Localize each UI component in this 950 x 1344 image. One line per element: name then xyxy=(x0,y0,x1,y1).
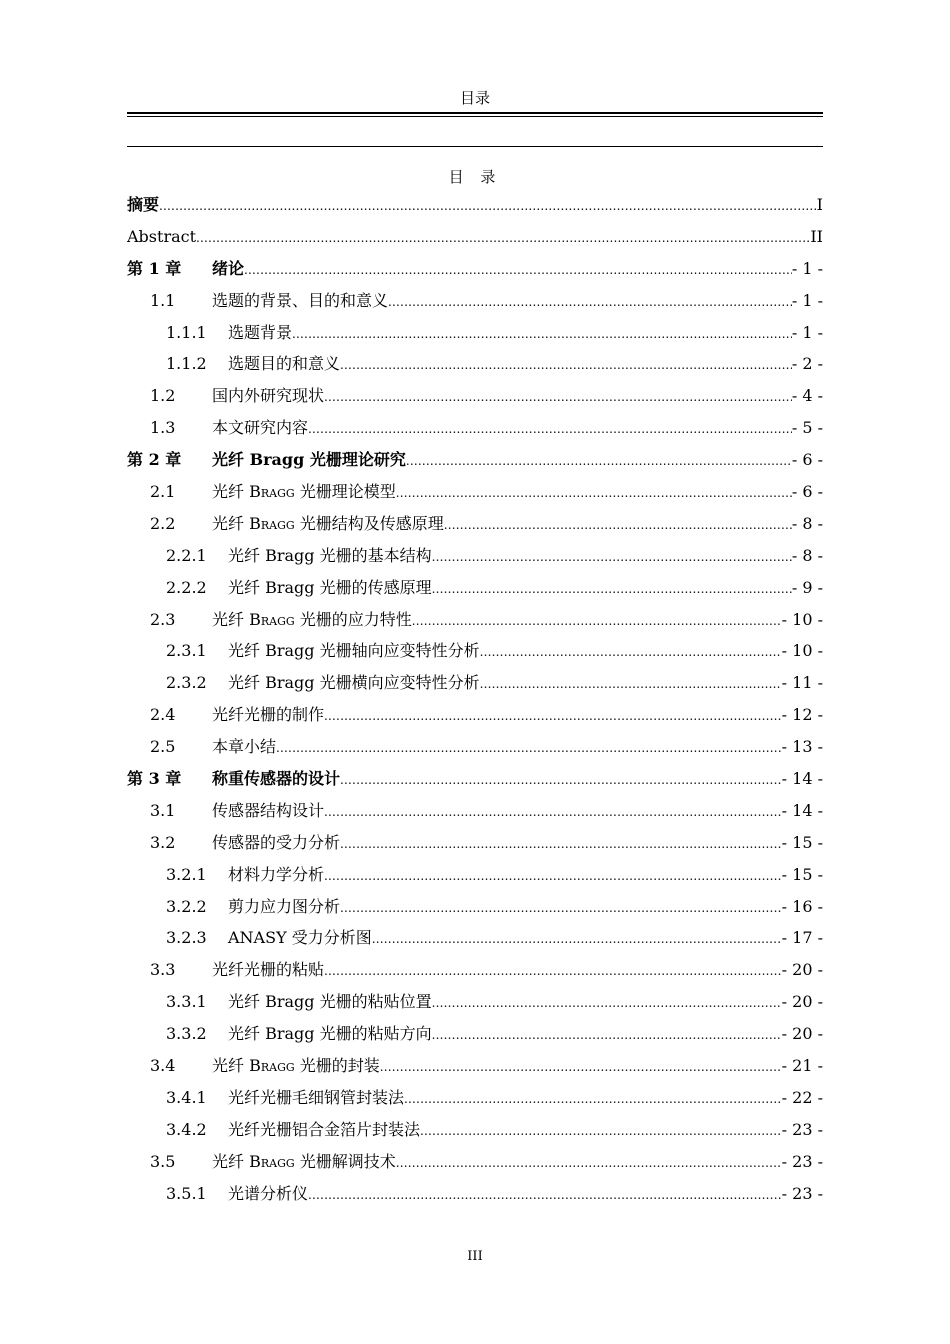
toc-entry-label: Abstract xyxy=(127,226,197,246)
toc-leader xyxy=(196,223,810,253)
toc-entry-label: 光纤光栅的制作 xyxy=(212,705,325,725)
toc-leader xyxy=(159,191,817,221)
toc-entry-label: 光纤光栅铝合金箔片封装法 xyxy=(228,1119,421,1139)
toc-entry-number: 3.2.2 xyxy=(166,896,207,916)
toc-entry-label: 光纤光栅的粘贴 xyxy=(212,960,325,980)
toc-entry[interactable] xyxy=(127,763,823,795)
toc-entry-label: 绪论 xyxy=(212,258,245,278)
toc-entry-number: 3.5 xyxy=(150,1151,176,1171)
toc-leader xyxy=(432,988,782,1018)
toc-leader xyxy=(324,797,782,827)
toc-leader xyxy=(432,1020,782,1050)
toc-entry-number: 1.2 xyxy=(150,386,176,406)
toc-entry-number: 3.4 xyxy=(150,1056,176,1076)
toc-entry[interactable] xyxy=(127,1050,823,1082)
table-of-contents xyxy=(127,189,823,1210)
toc-entry-label: 光纤 Bragg 光栅解调技术 xyxy=(212,1151,396,1171)
toc-entry-label: 光纤 Bragg 光栅的粘贴方向 xyxy=(228,1024,432,1044)
toc-entry-label: 选题目的和意义 xyxy=(228,354,341,374)
toc-entry[interactable] xyxy=(127,635,823,667)
toc-leader xyxy=(292,319,792,349)
toc-leader xyxy=(324,382,792,412)
toc-entry[interactable] xyxy=(127,922,823,954)
toc-entry-page: - 20 - xyxy=(781,1024,823,1044)
toc-title: 目 录 xyxy=(448,168,502,186)
toc-leader xyxy=(432,542,792,572)
toc-leader xyxy=(396,478,792,508)
toc-leader xyxy=(380,1052,782,1082)
toc-entry[interactable] xyxy=(127,1018,823,1050)
toc-entry-page: - 23 - xyxy=(781,1119,823,1139)
toc-entry-page: - 12 - xyxy=(781,705,823,725)
toc-entry[interactable] xyxy=(127,221,823,253)
toc-entry-label: 剪力应力图分析 xyxy=(228,896,341,916)
toc-entry[interactable] xyxy=(127,795,823,827)
toc-entry[interactable] xyxy=(127,954,823,986)
toc-leader xyxy=(244,255,792,285)
toc-entry-page: - 8 - xyxy=(791,545,823,565)
toc-entry[interactable] xyxy=(127,189,823,221)
toc-entry-page: - 1 - xyxy=(791,290,823,310)
toc-entry-number: 3.2.1 xyxy=(166,864,207,884)
toc-entry-page: - 4 - xyxy=(791,386,823,406)
toc-entry-page: - 20 - xyxy=(781,960,823,980)
toc-entry-number: 3.1 xyxy=(150,800,176,820)
toc-entry-number: 第 2 章 xyxy=(127,450,182,470)
toc-entry-label: 光纤 Bragg 光栅轴向应变特性分析 xyxy=(228,641,480,661)
toc-entry-label: 选题背景 xyxy=(228,322,293,342)
toc-leader xyxy=(388,287,792,317)
toc-entry-label: 光纤 Bragg 光栅的应力特性 xyxy=(212,609,412,629)
toc-entry-label: 光纤 Bragg 光栅的粘贴位置 xyxy=(228,992,432,1012)
toc-entry-number: 3.3.2 xyxy=(166,1024,207,1044)
toc-entry-number: 3.2.3 xyxy=(166,928,207,948)
toc-leader xyxy=(480,669,782,699)
toc-entry[interactable] xyxy=(127,1178,823,1210)
toc-entry[interactable] xyxy=(127,699,823,731)
toc-leader xyxy=(324,861,782,891)
toc-entry[interactable] xyxy=(127,1082,823,1114)
toc-entry-page: - 15 - xyxy=(781,864,823,884)
toc-entry-page: - 6 - xyxy=(791,450,823,470)
toc-entry-page: - 2 - xyxy=(791,354,823,374)
toc-entry[interactable] xyxy=(127,317,823,349)
header-rule-thick xyxy=(127,112,823,114)
toc-entry-number: 2.5 xyxy=(150,737,176,757)
toc-entry[interactable] xyxy=(127,508,823,540)
toc-entry-number: 2.2.2 xyxy=(166,577,207,597)
toc-entry-number: 1.3 xyxy=(150,418,176,438)
toc-entry-number: 2.2 xyxy=(150,513,176,533)
toc-entry-number: 第 1 章 xyxy=(127,258,182,278)
toc-leader xyxy=(340,765,782,795)
toc-entry-label: 本章小结 xyxy=(212,737,277,757)
toc-entry-number: 1.1.2 xyxy=(166,354,207,374)
toc-entry[interactable] xyxy=(127,380,823,412)
toc-entry-label: ANASY 受力分析图 xyxy=(228,928,372,948)
toc-entry-page: - 15 - xyxy=(781,832,823,852)
toc-entry[interactable] xyxy=(127,348,823,380)
header-rule-thin xyxy=(127,116,823,117)
toc-leader xyxy=(324,701,782,731)
toc-entry-page: - 11 - xyxy=(781,673,823,693)
header-title: 目录 xyxy=(459,89,490,107)
toc-entry[interactable] xyxy=(127,476,823,508)
toc-entry-label: 光纤 Bragg 光栅理论模型 xyxy=(212,482,396,502)
toc-leader xyxy=(412,606,782,636)
toc-entry-page: II xyxy=(810,226,823,246)
toc-leader xyxy=(340,350,792,380)
toc-entry-page: - 22 - xyxy=(781,1087,823,1107)
toc-entry[interactable] xyxy=(127,253,823,285)
toc-entry[interactable] xyxy=(127,412,823,444)
toc-entry[interactable] xyxy=(127,604,823,636)
toc-entry-label: 称重传感器的设计 xyxy=(212,769,341,789)
toc-leader xyxy=(340,829,782,859)
toc-leader xyxy=(372,924,782,954)
toc-entry-label: 选题的背景、目的和意义 xyxy=(212,290,389,310)
toc-entry-label: 光纤 Bragg 光栅的封装 xyxy=(212,1056,380,1076)
toc-entry[interactable] xyxy=(127,572,823,604)
toc-entry-number: 1.1.1 xyxy=(166,322,207,342)
toc-entry-page: - 21 - xyxy=(781,1056,823,1076)
toc-entry-label: 传感器结构设计 xyxy=(212,800,325,820)
toc-entry-number: 3.3.1 xyxy=(166,992,207,1012)
toc-entry-page: - 9 - xyxy=(791,577,823,597)
toc-leader xyxy=(308,1180,782,1210)
toc-entry-page: - 14 - xyxy=(781,769,823,789)
toc-entry-number: 2.2.1 xyxy=(166,545,207,565)
toc-entry-number: 3.4.1 xyxy=(166,1087,207,1107)
toc-entry-page: - 1 - xyxy=(791,258,823,278)
toc-entry-number: 3.4.2 xyxy=(166,1119,207,1139)
toc-leader xyxy=(406,446,792,476)
toc-entry-page: - 5 - xyxy=(791,418,823,438)
toc-leader xyxy=(276,733,782,763)
toc-entry-number: 2.4 xyxy=(150,705,176,725)
toc-entry-number: 2.1 xyxy=(150,482,176,502)
toc-entry-number: 2.3.2 xyxy=(166,673,207,693)
toc-entry[interactable] xyxy=(127,444,823,476)
toc-entry-number: 1.1 xyxy=(150,290,176,310)
toc-entry[interactable] xyxy=(127,891,823,923)
toc-entry-label: 光纤光栅毛细钢管封装法 xyxy=(228,1087,405,1107)
toc-entry[interactable] xyxy=(127,285,823,317)
toc-entry[interactable] xyxy=(127,986,823,1018)
toc-entry-page: I xyxy=(816,195,823,214)
toc-entry-label: 光纤 Bragg 光栅理论研究 xyxy=(212,450,406,470)
toc-entry-page: - 6 - xyxy=(791,482,823,502)
toc-entry-label: 国内外研究现状 xyxy=(212,386,325,406)
toc-entry-label: 摘要 xyxy=(127,195,160,214)
toc-entry-page: - 10 - xyxy=(781,641,823,661)
toc-leader xyxy=(432,574,792,604)
toc-entry-number: 3.3 xyxy=(150,960,176,980)
toc-leader xyxy=(480,637,782,667)
toc-entry-label: 本文研究内容 xyxy=(212,418,309,438)
toc-entry[interactable] xyxy=(127,667,823,699)
toc-entry-page: - 16 - xyxy=(781,896,823,916)
header-rule-bottom xyxy=(127,146,823,147)
toc-entry-label: 光纤 Bragg 光栅的传感原理 xyxy=(228,577,432,597)
toc-entry-number: 第 3 章 xyxy=(127,769,182,789)
toc-entry-page: - 17 - xyxy=(781,928,823,948)
toc-entry-page: - 20 - xyxy=(781,992,823,1012)
toc-entry-number: 3.5.1 xyxy=(166,1183,207,1203)
toc-leader xyxy=(308,414,792,444)
toc-entry-label: 光纤 Bragg 光栅的基本结构 xyxy=(228,545,432,565)
toc-leader xyxy=(324,956,782,986)
toc-entry-number: 2.3 xyxy=(150,609,176,629)
toc-entry[interactable] xyxy=(127,827,823,859)
toc-entry-label: 传感器的受力分析 xyxy=(212,832,341,852)
toc-entry-page: - 23 - xyxy=(781,1151,823,1171)
toc-entry[interactable] xyxy=(127,540,823,572)
toc-entry[interactable] xyxy=(127,859,823,891)
toc-entry[interactable] xyxy=(127,731,823,763)
toc-entry-page: - 23 - xyxy=(781,1183,823,1203)
toc-entry-label: 光谱分析仪 xyxy=(228,1183,309,1203)
toc-entry-number: 2.3.1 xyxy=(166,641,207,661)
toc-leader xyxy=(340,893,782,923)
toc-leader xyxy=(420,1116,782,1146)
toc-entry-number: 3.2 xyxy=(150,832,176,852)
toc-entry-page: - 10 - xyxy=(781,609,823,629)
toc-leader xyxy=(396,1148,782,1178)
toc-entry[interactable] xyxy=(127,1146,823,1178)
toc-entry-page: - 13 - xyxy=(781,737,823,757)
toc-entry-label: 材料力学分析 xyxy=(228,864,325,884)
toc-leader xyxy=(444,510,792,540)
toc-leader xyxy=(404,1084,782,1114)
toc-entry-page: - 1 - xyxy=(791,322,823,342)
toc-entry-page: - 8 - xyxy=(791,513,823,533)
toc-entry-label: 光纤 Bragg 光栅横向应变特性分析 xyxy=(228,673,480,693)
toc-entry-label: 光纤 Bragg 光栅结构及传感原理 xyxy=(212,513,444,533)
toc-entry-page: - 14 - xyxy=(781,800,823,820)
page-number: III xyxy=(467,1249,483,1264)
toc-entry[interactable] xyxy=(127,1114,823,1146)
